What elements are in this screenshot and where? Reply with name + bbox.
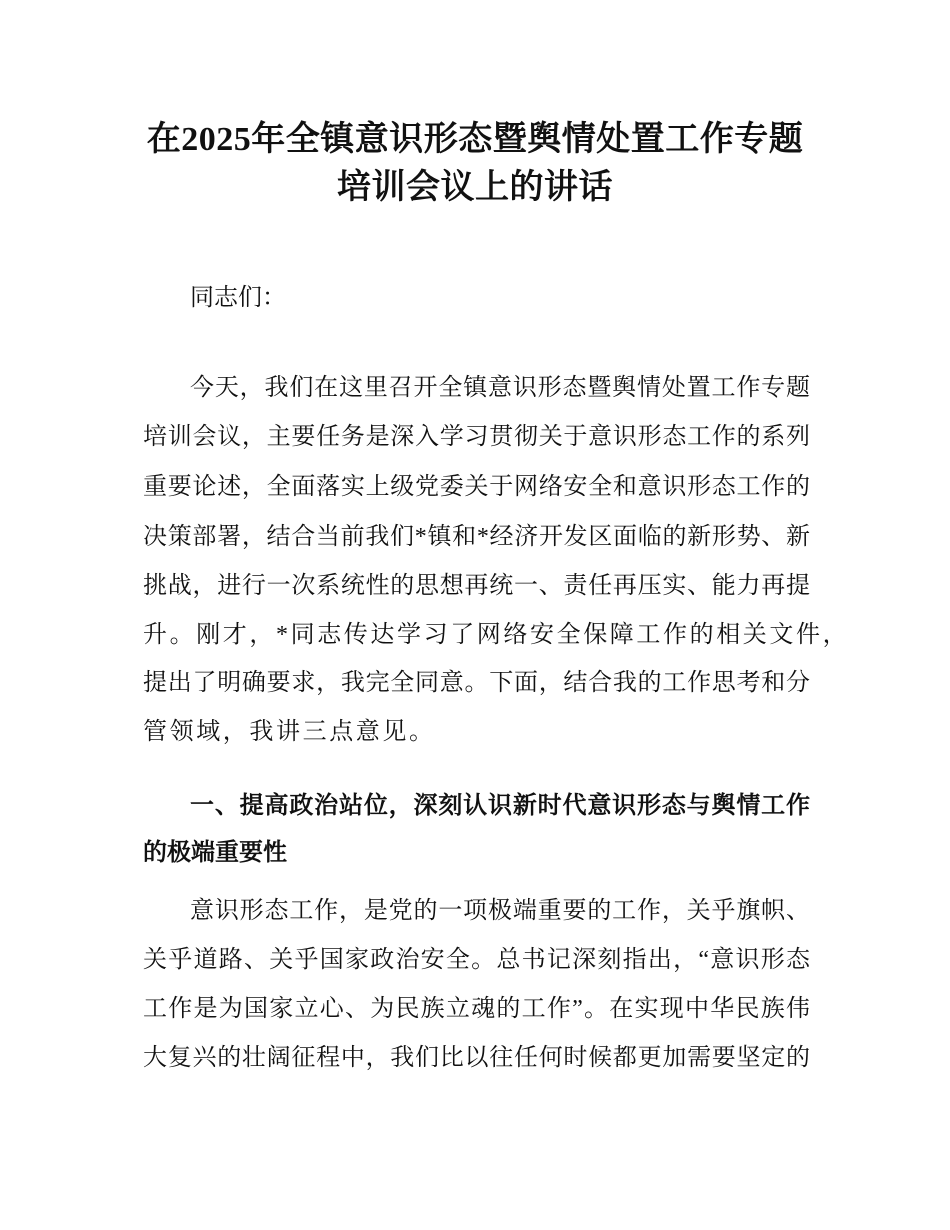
paragraph-line: 大复兴的壮阔征程中，我们比以往任何时候都更加需要坚定的 bbox=[143, 1045, 810, 1071]
paragraph-line: 重要论述，全面落实上级党委关于网络安全和意识形态工作的 bbox=[143, 474, 810, 500]
document-title-line-1: 在2025年全镇意识形态暨舆情处置工作专题 bbox=[146, 121, 804, 158]
paragraph-line: 工作是为国家立心、为民族立魂的工作”。在实现中华民族伟 bbox=[143, 996, 810, 1022]
document-title-line-2: 培训会议上的讲话 bbox=[337, 169, 613, 206]
paragraph-line: 决策部署，结合当前我们*镇和*经济开发区面临的新形势、新 bbox=[143, 524, 810, 550]
paragraph-line: 提出了明确要求，我完全同意。下面，结合我的工作思考和分 bbox=[143, 670, 810, 696]
paragraph-line: 挑战，进行一次系统性的思想再统一、责任再压实、能力再提 bbox=[143, 573, 810, 599]
heading-line: 一、提高政治站位，深刻认识新时代意识形态与舆情工作 bbox=[190, 792, 810, 819]
paragraph-line: 升。刚才，*同志传达学习了网络安全保障工作的相关文件， bbox=[143, 622, 850, 648]
heading-line: 的极端重要性 bbox=[143, 839, 287, 866]
paragraph-line: 管领域，我讲三点意见。 bbox=[143, 719, 436, 745]
paragraph-line: 培训会议，主要任务是深入学习贯彻关于意识形态工作的系列 bbox=[143, 424, 810, 450]
paragraph-line: 关乎道路、关乎国家政治安全。总书记深刻指出，“意识形态 bbox=[143, 947, 810, 973]
paragraph-line: 意识形态工作，是党的一项极端重要的工作，关乎旗帜、 bbox=[190, 898, 810, 924]
paragraph-line: 今天，我们在这里召开全镇意识形态暨舆情处置工作专题 bbox=[190, 375, 810, 401]
salutation: 同志们： bbox=[190, 285, 286, 311]
